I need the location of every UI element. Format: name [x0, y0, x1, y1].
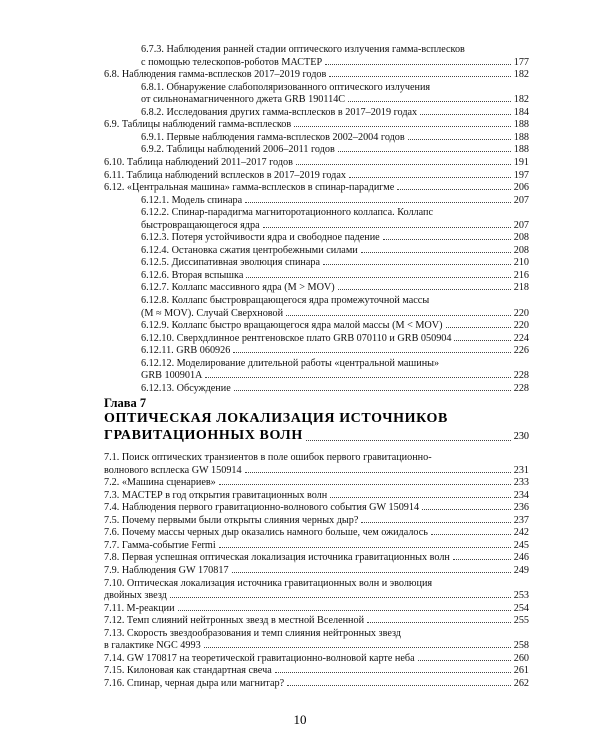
toc-entry [141, 245, 529, 257]
dot-leader [246, 270, 510, 278]
toc-entry [104, 678, 529, 690]
toc-entry-title: 7.16. Спинар, черная дыра или магнитар? [104, 677, 285, 689]
dot-leader [245, 465, 511, 473]
toc-entry-title: 7.6. Почему массы черных дыр оказались намного больше, чем ожидалось [104, 527, 428, 539]
toc-entry [141, 333, 529, 345]
chapter-label: Глава 7 [104, 396, 147, 410]
toc-entry [104, 590, 529, 602]
toc-entry [141, 57, 529, 69]
dot-leader [294, 119, 511, 127]
toc-entry-page: 236 [513, 502, 529, 514]
toc-entry [141, 220, 529, 232]
toc-entry-title: (M ≈ MOV). Случай Сверхновой [141, 307, 284, 319]
toc-entry [141, 257, 529, 269]
dot-leader [306, 428, 511, 441]
toc-entry-title: 6.12.13. Обсуждение [141, 382, 231, 394]
toc-entry-title: 7.11. M-реакции [104, 602, 175, 614]
dot-leader [446, 320, 511, 328]
dot-leader [232, 565, 511, 573]
toc-entry-title-line: 6.12.12. Моделирование длительной работы «центральной машины» [141, 357, 440, 369]
dot-leader [296, 157, 511, 165]
toc-entry [104, 490, 529, 502]
toc-entry [141, 195, 529, 207]
toc-entry-title: 6.12.11. GRB 060926 [141, 345, 231, 357]
dot-leader [330, 490, 511, 498]
toc-entry-title: двойных звезд [104, 590, 167, 602]
toc-entry-title-line: 6.8.1. Обнаружение слабополяризованного оптического излучения [141, 81, 431, 93]
chapter-title-line-1: ОПТИЧЕСКАЯ ЛОКАЛИЗАЦИЯ ИСТОЧНИКОВ [104, 411, 448, 426]
toc-entry [141, 383, 529, 395]
toc-entry-title: 7.15. Килоновая как стандартная свеча [104, 665, 272, 677]
dot-leader [453, 552, 511, 560]
toc-entry-page: 261 [513, 665, 529, 677]
toc-entry-page: 218 [513, 282, 529, 294]
toc-entry-title-line: 6.12.8. Коллапс быстровращающегося ядра промежуточной массы [141, 295, 430, 306]
toc-entry [104, 515, 529, 527]
toc-entry-page: 234 [513, 489, 529, 501]
dot-leader [323, 257, 511, 265]
dot-leader [361, 515, 510, 523]
toc-entry-title-line: 7.13. Скорость звездообразования и темп слияния нейтронных звезд [104, 627, 401, 639]
toc-entry-page: 262 [513, 677, 529, 689]
dot-leader [275, 665, 511, 673]
chapter-title-line-2 [104, 428, 529, 446]
toc-entry [104, 552, 529, 564]
dot-leader [178, 603, 511, 611]
toc-entry-title: GRB 100901A [141, 370, 203, 382]
dot-leader [233, 345, 510, 353]
toc-entry-title: от сильнонамагниченного джета GRB 190114C [141, 94, 346, 106]
toc-entry-page: 224 [513, 332, 529, 344]
toc-entry-page: 255 [513, 615, 529, 627]
toc-entry-page: 188 [513, 144, 529, 156]
toc-entry-page: 253 [513, 590, 529, 602]
toc-entry-title: 6.8.2. Исследования других гамма-всплесков в 2017–2019 годах [141, 106, 418, 118]
dot-leader [338, 282, 511, 290]
toc-entry-page: 231 [513, 464, 529, 476]
toc-entry-title: 6.11. Таблица наблюдений всплесков в 2017–2019 годах [104, 169, 346, 181]
toc-entry-title: 7.4. Наблюдения первого гравитационно-волнового события GW 150914 [104, 502, 420, 514]
toc-entry-page: 182 [513, 94, 529, 106]
toc-entry-title-line: 6.7.3. Наблюдения ранней стадии оптического излучения гамма-всплесков [141, 44, 465, 55]
toc-entry-title: быстровращающегося ядра [141, 219, 260, 231]
toc-entry-title: 6.9. Таблицы наблюдений гамма-всплесков [104, 119, 292, 131]
toc-entry [141, 370, 529, 382]
toc-entry-title: в галактике NGC 4993 [104, 640, 201, 652]
toc-entry-page: 184 [513, 106, 529, 118]
toc-entry-title: 7.3. МАСТЕР в год открытия гравитационных волн [104, 489, 328, 501]
toc-entry-page: 208 [513, 232, 529, 244]
toc-entry-page: 228 [513, 370, 529, 382]
page-number: 10 [293, 712, 307, 727]
toc-entry-page: 233 [513, 477, 529, 489]
toc-entry-page: 228 [513, 382, 529, 394]
toc-entry-title: 7.9. Наблюдения GW 170817 [104, 564, 229, 576]
toc-entry-page: 182 [513, 69, 529, 81]
toc-entry [104, 527, 529, 539]
toc-entry [104, 182, 529, 194]
toc-entry-page: 226 [513, 345, 529, 357]
toc-entry-title: 6.9.2. Таблицы наблюдений 2006–2011 годов [141, 144, 335, 156]
toc-entry [104, 640, 529, 652]
toc-entry [141, 132, 529, 144]
toc-entry-page: 220 [513, 320, 529, 332]
dot-leader [263, 220, 511, 228]
toc-entry-page: 188 [513, 131, 529, 143]
toc-entry [104, 615, 529, 627]
dot-leader [349, 170, 511, 178]
dot-leader [338, 144, 511, 152]
dot-leader [287, 678, 511, 686]
toc-entry [141, 308, 529, 320]
toc-entry-title: волнового всплеска GW 150914 [104, 464, 242, 476]
chapter-title-text: ГРАВИТАЦИОННЫХ ВОЛН [104, 428, 303, 443]
dot-leader [329, 69, 510, 77]
toc-entry-page: 249 [513, 564, 529, 576]
dot-leader [422, 502, 511, 510]
toc-entry-title: 7.5. Почему первыми были открыты слияния черных дыр? [104, 514, 359, 526]
toc-entry-page: 220 [513, 307, 529, 319]
dot-leader [286, 308, 511, 316]
toc-entry-title: 7.12. Темп слияний нейтронных звезд в местной Вселенной [104, 615, 365, 627]
dot-leader [367, 615, 511, 623]
toc-entry-title-line: 7.1. Поиск оптических транзиентов в поле ошибок первого гравитационно- [104, 452, 432, 463]
toc-entry-title: 6.12.3. Потеря устойчивости ядра и свободное падение [141, 232, 380, 244]
toc-entry-title: 6.12.9. Коллапс быстро вращающегося ядра малой массы (M < MOV) [141, 320, 443, 332]
toc-entry-title: 7.8. Первая успешная оптическая локализация источника гравитационных волн [104, 552, 450, 564]
toc-entry [104, 465, 529, 477]
toc-entry-page: 208 [513, 244, 529, 256]
toc-entry-title: 7.2. «Машина сценариев» [104, 477, 216, 489]
toc-entry-title: 6.8. Наблюдения гамма-всплесков 2017–2019 годов [104, 69, 327, 81]
toc-entry-page: 206 [513, 182, 529, 194]
toc-entry-title: 6.12.1. Модель спинара [141, 194, 243, 206]
toc-entry-page: 254 [513, 602, 529, 614]
toc-entry-title: 6.12.5. Диссипативная эволюция спинара [141, 257, 321, 269]
toc-entry-page: 216 [513, 269, 529, 281]
toc-entry-title: 7.7. Гамма-событие Fermi [104, 539, 216, 551]
dot-leader [234, 383, 511, 391]
toc-entry [104, 653, 529, 665]
toc-entry-title: 6.12.10. Сверхдлинное рентгеновское плато GRB 070110 и GRB 050904 [141, 332, 452, 344]
dot-leader [348, 94, 511, 102]
toc-entry-title: 6.10. Таблица наблюдений 2011–2017 годов [104, 156, 293, 168]
toc-entry [141, 94, 529, 106]
toc-entry-title-line: 6.12.2. Спинар-парадигма магниторотационного коллапса. Коллапс [141, 207, 433, 219]
dot-leader [205, 370, 510, 378]
toc-entry-page: 245 [513, 539, 529, 551]
dot-leader [219, 540, 511, 548]
dot-leader [204, 640, 511, 648]
toc-entry-page: 207 [513, 219, 529, 231]
dot-leader [408, 132, 511, 140]
dot-leader [420, 107, 511, 115]
toc-entry-title: 6.9.1. Первые наблюдения гамма-всплесков 2002–2004 годов [141, 131, 405, 143]
chapter-page-number: 230 [513, 431, 529, 442]
dot-leader [325, 57, 511, 65]
toc-entry-title: 6.12.7. Коллапс массивного ядра (M > MOV) [141, 282, 335, 294]
toc-entry-page: 210 [513, 257, 529, 269]
toc-entry [104, 540, 529, 552]
dot-leader [383, 232, 511, 240]
toc-entry-title: 7.14. GW 170817 на теоретической гравитационно-волновой карте неба [104, 652, 415, 664]
toc-entry [141, 144, 529, 156]
toc-entry [104, 665, 529, 677]
toc-entry [104, 502, 529, 514]
toc-entry-page: 260 [513, 652, 529, 664]
toc-entry-page: 191 [513, 156, 529, 168]
toc-entry [141, 232, 529, 244]
dot-leader [397, 182, 510, 190]
toc-entry [141, 107, 529, 119]
toc-entry [104, 603, 529, 615]
dot-leader [418, 653, 511, 661]
toc-entry-title: 6.12.6. Вторая вспышка [141, 269, 244, 281]
toc-entry-page: 237 [513, 514, 529, 526]
dot-leader [431, 527, 511, 535]
dot-leader [245, 195, 511, 203]
toc-entry [104, 170, 529, 182]
toc-entry-page: 188 [513, 119, 529, 131]
toc-entry-title: 6.12. «Центральная машина» гамма-всплесков в спинар-парадигме [104, 182, 395, 194]
toc-entry [141, 282, 529, 294]
toc-entry [141, 345, 529, 357]
toc-entry-title: 6.12.4. Остановка сжатия центробежными силами [141, 244, 358, 256]
toc-entry-page: 177 [513, 56, 529, 68]
toc-entry [104, 69, 529, 81]
toc-entry-page: 242 [513, 527, 529, 539]
toc-entry-title: с помощью телескопов-роботов МАСТЕР [141, 56, 323, 68]
toc-entry [141, 270, 529, 282]
toc-entry [104, 157, 529, 169]
toc-entry [141, 320, 529, 332]
toc-entry-page: 246 [513, 552, 529, 564]
dot-leader [219, 477, 511, 485]
dot-leader [170, 590, 511, 598]
toc-entry-page: 207 [513, 194, 529, 206]
toc-entry-page: 258 [513, 640, 529, 652]
toc-entry [104, 565, 529, 577]
toc-entry [104, 119, 529, 131]
toc-entry-page: 197 [513, 169, 529, 181]
dot-leader [454, 333, 510, 341]
toc-entry [104, 477, 529, 489]
dot-leader [361, 245, 511, 253]
toc-entry-title-line: 7.10. Оптическая локализация источника гравитационных волн и эволюция [104, 577, 433, 589]
